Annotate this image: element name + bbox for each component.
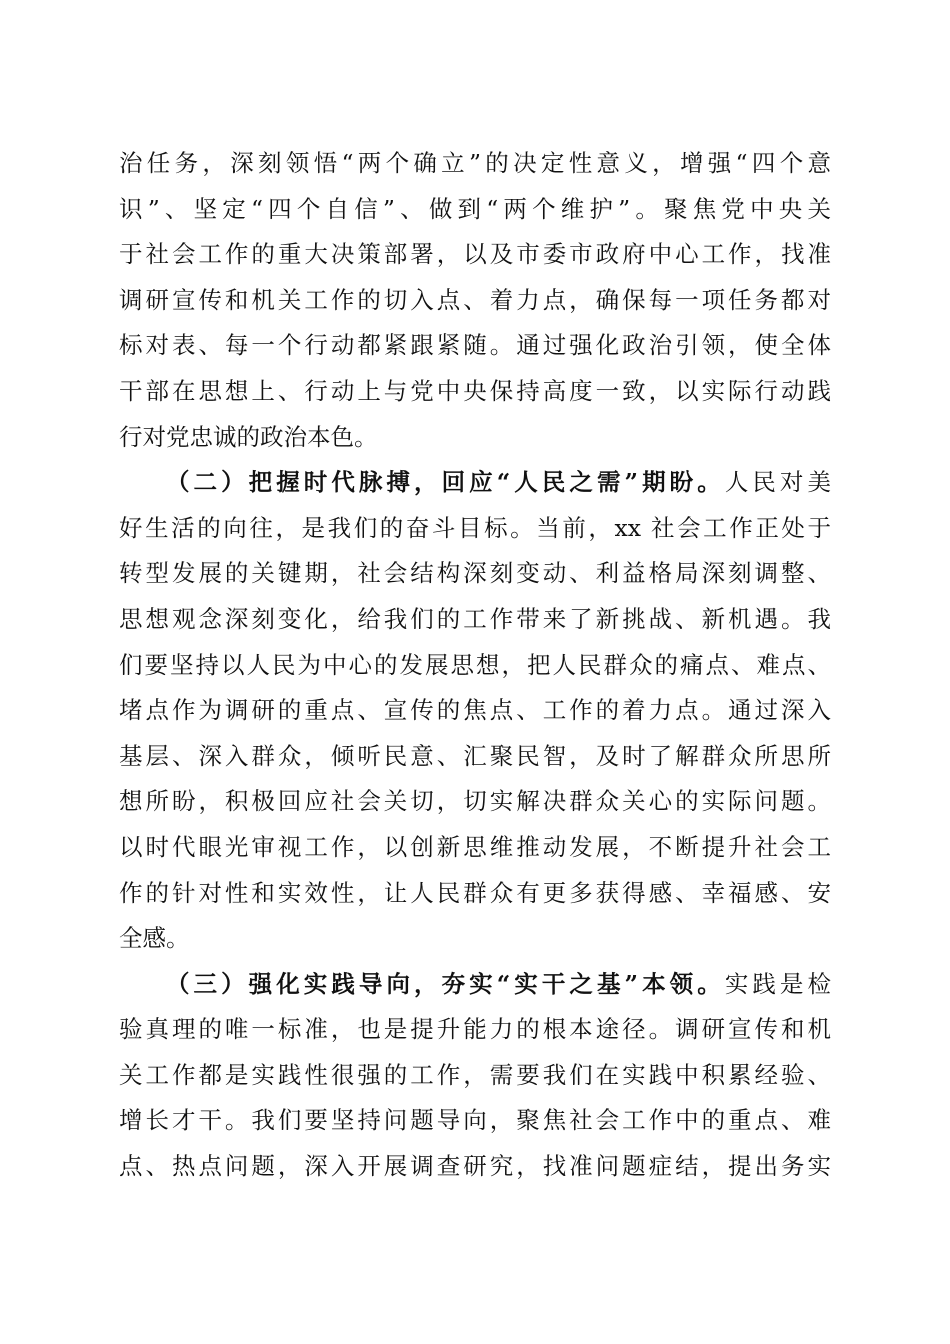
paragraph-line: 堵点作为调研的重点、宣传的焦点、工作的着力点。通过深入	[119, 696, 831, 725]
paragraph-2	[119, 460, 831, 962]
paragraph-first-line-rest: 实践是检	[724, 969, 831, 998]
paragraph-first-line	[119, 962, 831, 1008]
paragraph-line: 好生活的向往，是我们的奋斗目标。当前，xx 社会工作正处于	[119, 513, 831, 542]
paragraph-line: 作的针对性和实效性，让人民群众有更多获得感、幸福感、安	[119, 878, 831, 907]
paragraph-3	[119, 962, 831, 1190]
paragraph-line: 增长才干。我们要坚持问题导向，聚焦社会工作中的重点、难	[119, 1106, 831, 1135]
paragraph-line: 关工作都是实践性很强的工作，需要我们在实践中积累经验、	[119, 1060, 831, 1089]
paragraph-first-line-rest: 人民对美	[724, 468, 831, 497]
paragraph-line: 调研宣传和机关工作的切入点、着力点，确保每一项任务都对	[119, 285, 831, 314]
paragraph-1	[119, 141, 831, 460]
paragraph-line: 验真理的唯一标准，也是提升能力的根本途径。调研宣传和机	[119, 1015, 831, 1044]
paragraph-line: 们要坚持以人民为中心的发展思想，把人民群众的痛点、难点、	[119, 650, 831, 679]
paragraph-line: 标对表、每一个行动都紧跟紧随。通过强化政治引领，使全体	[119, 331, 831, 360]
paragraph-line: 识”、坚定“四个自信”、做到“两个维护”。聚焦党中央关	[119, 194, 831, 223]
body-text	[119, 141, 831, 1190]
paragraph-line: 干部在思想上、行动上与党中央保持高度一致，以实际行动践	[119, 376, 831, 405]
paragraph-line: 基层、深入群众，倾听民意、汇聚民智，及时了解群众所思所	[119, 741, 831, 770]
paragraph-line: 点、热点问题，深入开展调查研究，找准问题症结，提出务实	[119, 1152, 831, 1181]
paragraph-line: 思想观念深刻变化，给我们的工作带来了新挑战、新机遇。我	[119, 604, 831, 633]
paragraph-line: 以时代眼光审视工作，以创新思维推动发展，不断提升社会工	[119, 832, 831, 861]
paragraph-first-line	[119, 460, 831, 506]
paragraph-line: 想所盼，积极回应社会关切，切实解决群众关心的实际问题。	[119, 787, 831, 816]
paragraph-line: 于社会工作的重大决策部署，以及市委市政府中心工作，找准	[119, 240, 831, 269]
paragraph-line: 行对党忠诚的政治本色。	[119, 422, 378, 451]
paragraph-line: 治任务，深刻领悟“两个确立”的决定性意义，增强“四个意	[119, 149, 831, 177]
section-heading-3: （三）强化实践导向，夯实“实干之基”本领。	[166, 969, 725, 998]
paragraph-line: 全感。	[119, 924, 190, 953]
section-heading-2: （二）把握时代脉搏，回应“人民之需”期盼。	[166, 468, 725, 497]
paragraph-line: 转型发展的关键期，社会结构深刻变动、利益格局深刻调整、	[119, 559, 831, 588]
